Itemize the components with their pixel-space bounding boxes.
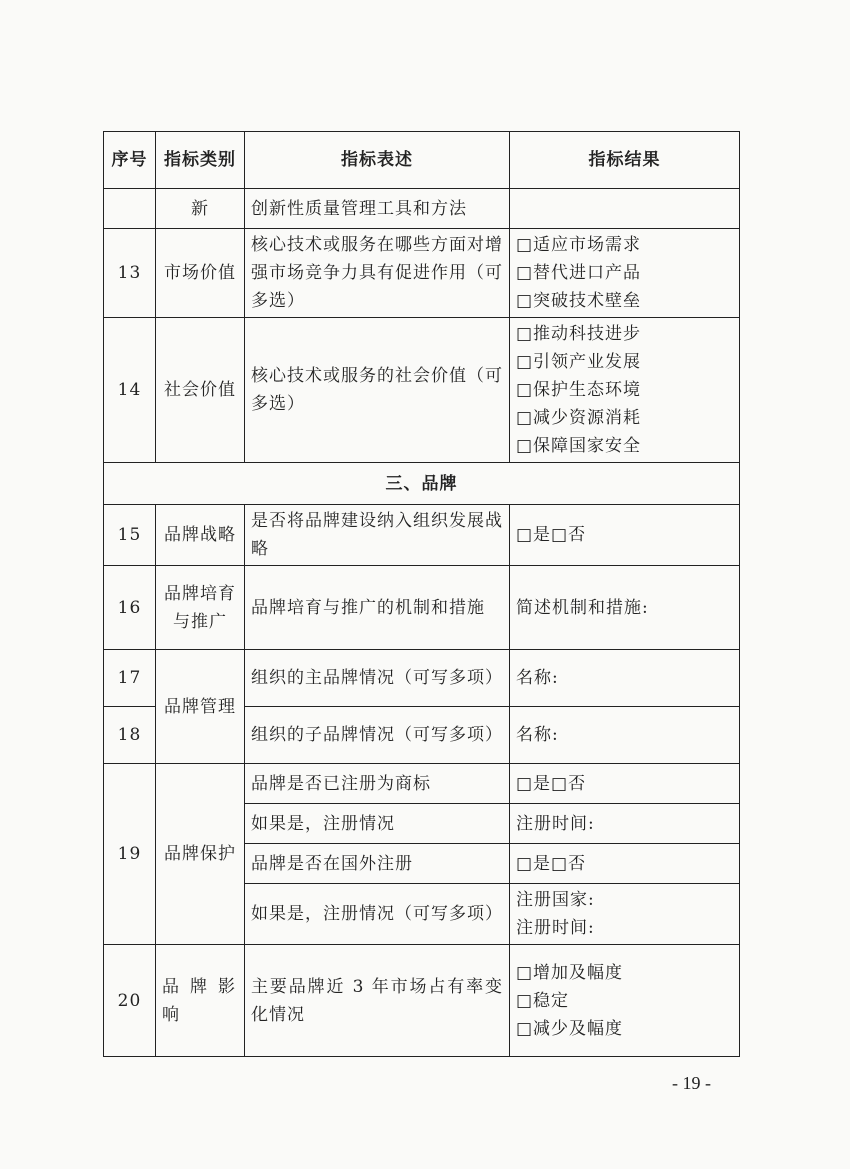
checkbox-option[interactable]: □增加及幅度 [516,962,624,983]
row-result [510,945,740,1057]
table-row [104,764,740,804]
row-description: 品牌是否在国外注册 [245,844,510,884]
checkbox-option[interactable]: □稳定 [516,990,570,1011]
row-num: 13 [104,229,156,318]
row-num: 16 [104,566,156,650]
table-header-row [104,132,740,189]
table-row [104,229,740,318]
header-result: 指标结果 [510,132,740,189]
section-row [104,463,740,505]
row-num [104,189,156,229]
row-description: 组织的子品牌情况（可写多项） [245,707,510,764]
row-description: 如果是，注册情况（可写多项） [245,884,510,945]
checkbox-option[interactable]: □减少资源消耗 [516,408,642,428]
row-result[interactable]: □是□否 [510,844,740,884]
row-description: 主要品牌近 3 年市场占有率变化情况 [245,945,510,1057]
table-row [104,505,740,566]
row-category: 品牌管理 [156,650,245,764]
checkbox-option[interactable]: □引领产业发展 [516,352,642,372]
row-description: 核心技术或服务在哪些方面对增强市场竞争力具有促进作用（可多选） [245,229,510,318]
checkbox-option[interactable]: □保护生态环境 [516,380,642,400]
checkbox-option[interactable]: □适应市场需求 [516,235,642,255]
header-num: 序号 [104,132,156,189]
checkbox-option[interactable]: □推动科技进步 [516,324,642,344]
checkbox-option[interactable]: □减少及幅度 [516,1018,624,1039]
row-result[interactable]: 注册时间: [510,804,740,844]
row-description: 创新性质量管理工具和方法 [245,189,510,229]
row-result [510,229,740,318]
table-row [104,318,740,463]
row-result[interactable]: 名称: [510,650,740,707]
row-description: 是否将品牌建设纳入组织发展战略 [245,505,510,566]
header-description: 指标表述 [245,132,510,189]
result-line[interactable]: 注册时间: [516,918,595,938]
row-result[interactable]: □是□否 [510,505,740,566]
header-category: 指标类别 [156,132,245,189]
table-row [104,945,740,1057]
page-number: - 19 - [672,1073,711,1093]
row-num: 15 [104,505,156,566]
row-result [510,189,740,229]
row-result [510,318,740,463]
row-num: 17 [104,650,156,707]
indicator-table [103,131,740,1057]
section-title: 三、品牌 [104,463,740,505]
row-category: 品牌培育与推广 [156,566,245,650]
row-category: 品牌战略 [156,505,245,566]
row-category: 社会价值 [156,318,245,463]
row-num: 20 [104,945,156,1057]
table-row [104,650,740,707]
row-description: 核心技术或服务的社会价值（可多选） [245,318,510,463]
row-category: 新 [156,189,245,229]
row-num: 19 [104,764,156,945]
row-num: 18 [104,707,156,764]
row-description: 如果是，注册情况 [245,804,510,844]
row-description: 品牌培育与推广的机制和措施 [245,566,510,650]
checkbox-option[interactable]: □突破技术壁垒 [516,291,642,311]
checkbox-option[interactable]: □保障国家安全 [516,436,642,456]
row-result[interactable]: 简述机制和措施: [510,566,740,650]
row-category: 品牌保护 [156,764,245,945]
row-result[interactable]: □是□否 [510,764,740,804]
row-description: 品牌是否已注册为商标 [245,764,510,804]
row-category: 品牌影响 [156,945,245,1057]
checkbox-option[interactable]: □替代进口产品 [516,263,642,283]
table-row [104,189,740,229]
row-result [510,884,740,945]
row-description: 组织的主品牌情况（可写多项） [245,650,510,707]
row-category: 市场价值 [156,229,245,318]
result-line[interactable]: 注册国家: [516,890,595,910]
table-row [104,566,740,650]
row-num: 14 [104,318,156,463]
row-result[interactable]: 名称: [510,707,740,764]
